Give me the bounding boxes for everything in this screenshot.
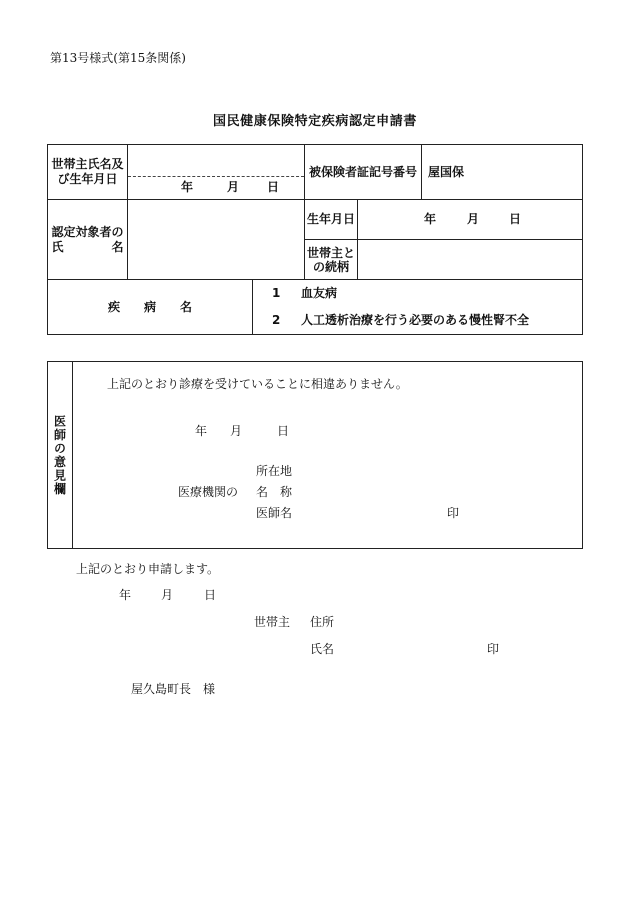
doctor-opinion-label-cell <box>47 361 73 549</box>
date-year-label: 年 <box>181 180 194 194</box>
form-title: 国民健康保険特定疾病認定申請書 <box>212 114 417 129</box>
relation-label-line2: の続柄 <box>312 259 349 274</box>
disease-list-cell <box>252 279 583 335</box>
disease-item-name: 人工透析治療を行う必要のある慢性腎不全 <box>301 313 530 327</box>
relation-label-line1: 世帯主と <box>306 245 355 260</box>
date-month-label: 月 <box>467 212 480 226</box>
relation-label-cell <box>304 239 358 280</box>
certificate-label: 被保険者証記号番号 <box>308 164 417 179</box>
disease-label: 疾 病 名 <box>107 299 192 314</box>
subject-label-cell <box>47 199 128 280</box>
disease-item-number: 2 <box>272 313 281 327</box>
doctor-statement: 上記のとおり診療を受けていることに相違ありません。 <box>107 377 408 391</box>
birthdate-label-cell <box>304 199 358 240</box>
certificate-value-cell <box>421 144 583 200</box>
relation-field <box>357 239 583 280</box>
certificate-value: 屋国保 <box>428 164 465 179</box>
date-year-label: 年 <box>119 588 132 602</box>
applicant-name-label: 氏名 <box>310 642 335 656</box>
date-day-label: 日 <box>267 180 280 194</box>
disease-label-cell <box>47 279 253 335</box>
name-date-separator <box>128 176 304 177</box>
disease-item-name: 血友病 <box>301 286 338 300</box>
householder-label-line2: び生年月日 <box>57 172 118 186</box>
householder-label-line1: 世帯主氏名及 <box>51 157 124 171</box>
birthdate-label: 生年月日 <box>306 212 355 226</box>
disease-item-number: 1 <box>272 286 281 300</box>
doctor-seal-mark: 印 <box>447 506 460 520</box>
subject-label-line1: 認定対象者の <box>51 224 124 239</box>
doctor-name-label: 医師名 <box>256 506 293 520</box>
certificate-label-cell <box>304 144 422 200</box>
date-month-label: 月 <box>227 180 240 194</box>
addressee: 屋久島町長 様 <box>131 682 216 696</box>
date-month-label: 月 <box>230 424 243 438</box>
subject-label-char-2: 名 <box>111 239 124 254</box>
application-statement: 上記のとおり申請します。 <box>76 562 220 576</box>
date-month-label: 月 <box>161 588 174 602</box>
date-year-label: 年 <box>195 424 208 438</box>
institution-name-label: 名 称 <box>256 485 293 499</box>
subject-label-char-1: 氏 <box>51 239 64 254</box>
applicant-householder-label: 世帯主 <box>254 615 291 629</box>
householder-label-cell <box>47 144 128 200</box>
subject-label-line2 <box>52 240 124 255</box>
applicant-seal-mark: 印 <box>487 642 500 656</box>
date-year-label: 年 <box>424 212 437 226</box>
doctor-opinion-body <box>72 361 583 549</box>
institution-address-label: 所在地 <box>256 464 293 478</box>
form-number: 第13号様式(第15条関係) <box>50 51 186 65</box>
householder-name-birthdate-field <box>127 144 305 200</box>
date-day-label: 日 <box>509 212 522 226</box>
applicant-address-label: 住所 <box>310 615 335 629</box>
date-day-label: 日 <box>277 424 290 438</box>
date-day-label: 日 <box>204 588 217 602</box>
institution-label: 医療機関の <box>178 485 239 499</box>
birthdate-field <box>357 199 583 240</box>
subject-name-field <box>127 199 305 280</box>
doctor-opinion-label: 医師の意見欄 <box>52 414 67 496</box>
